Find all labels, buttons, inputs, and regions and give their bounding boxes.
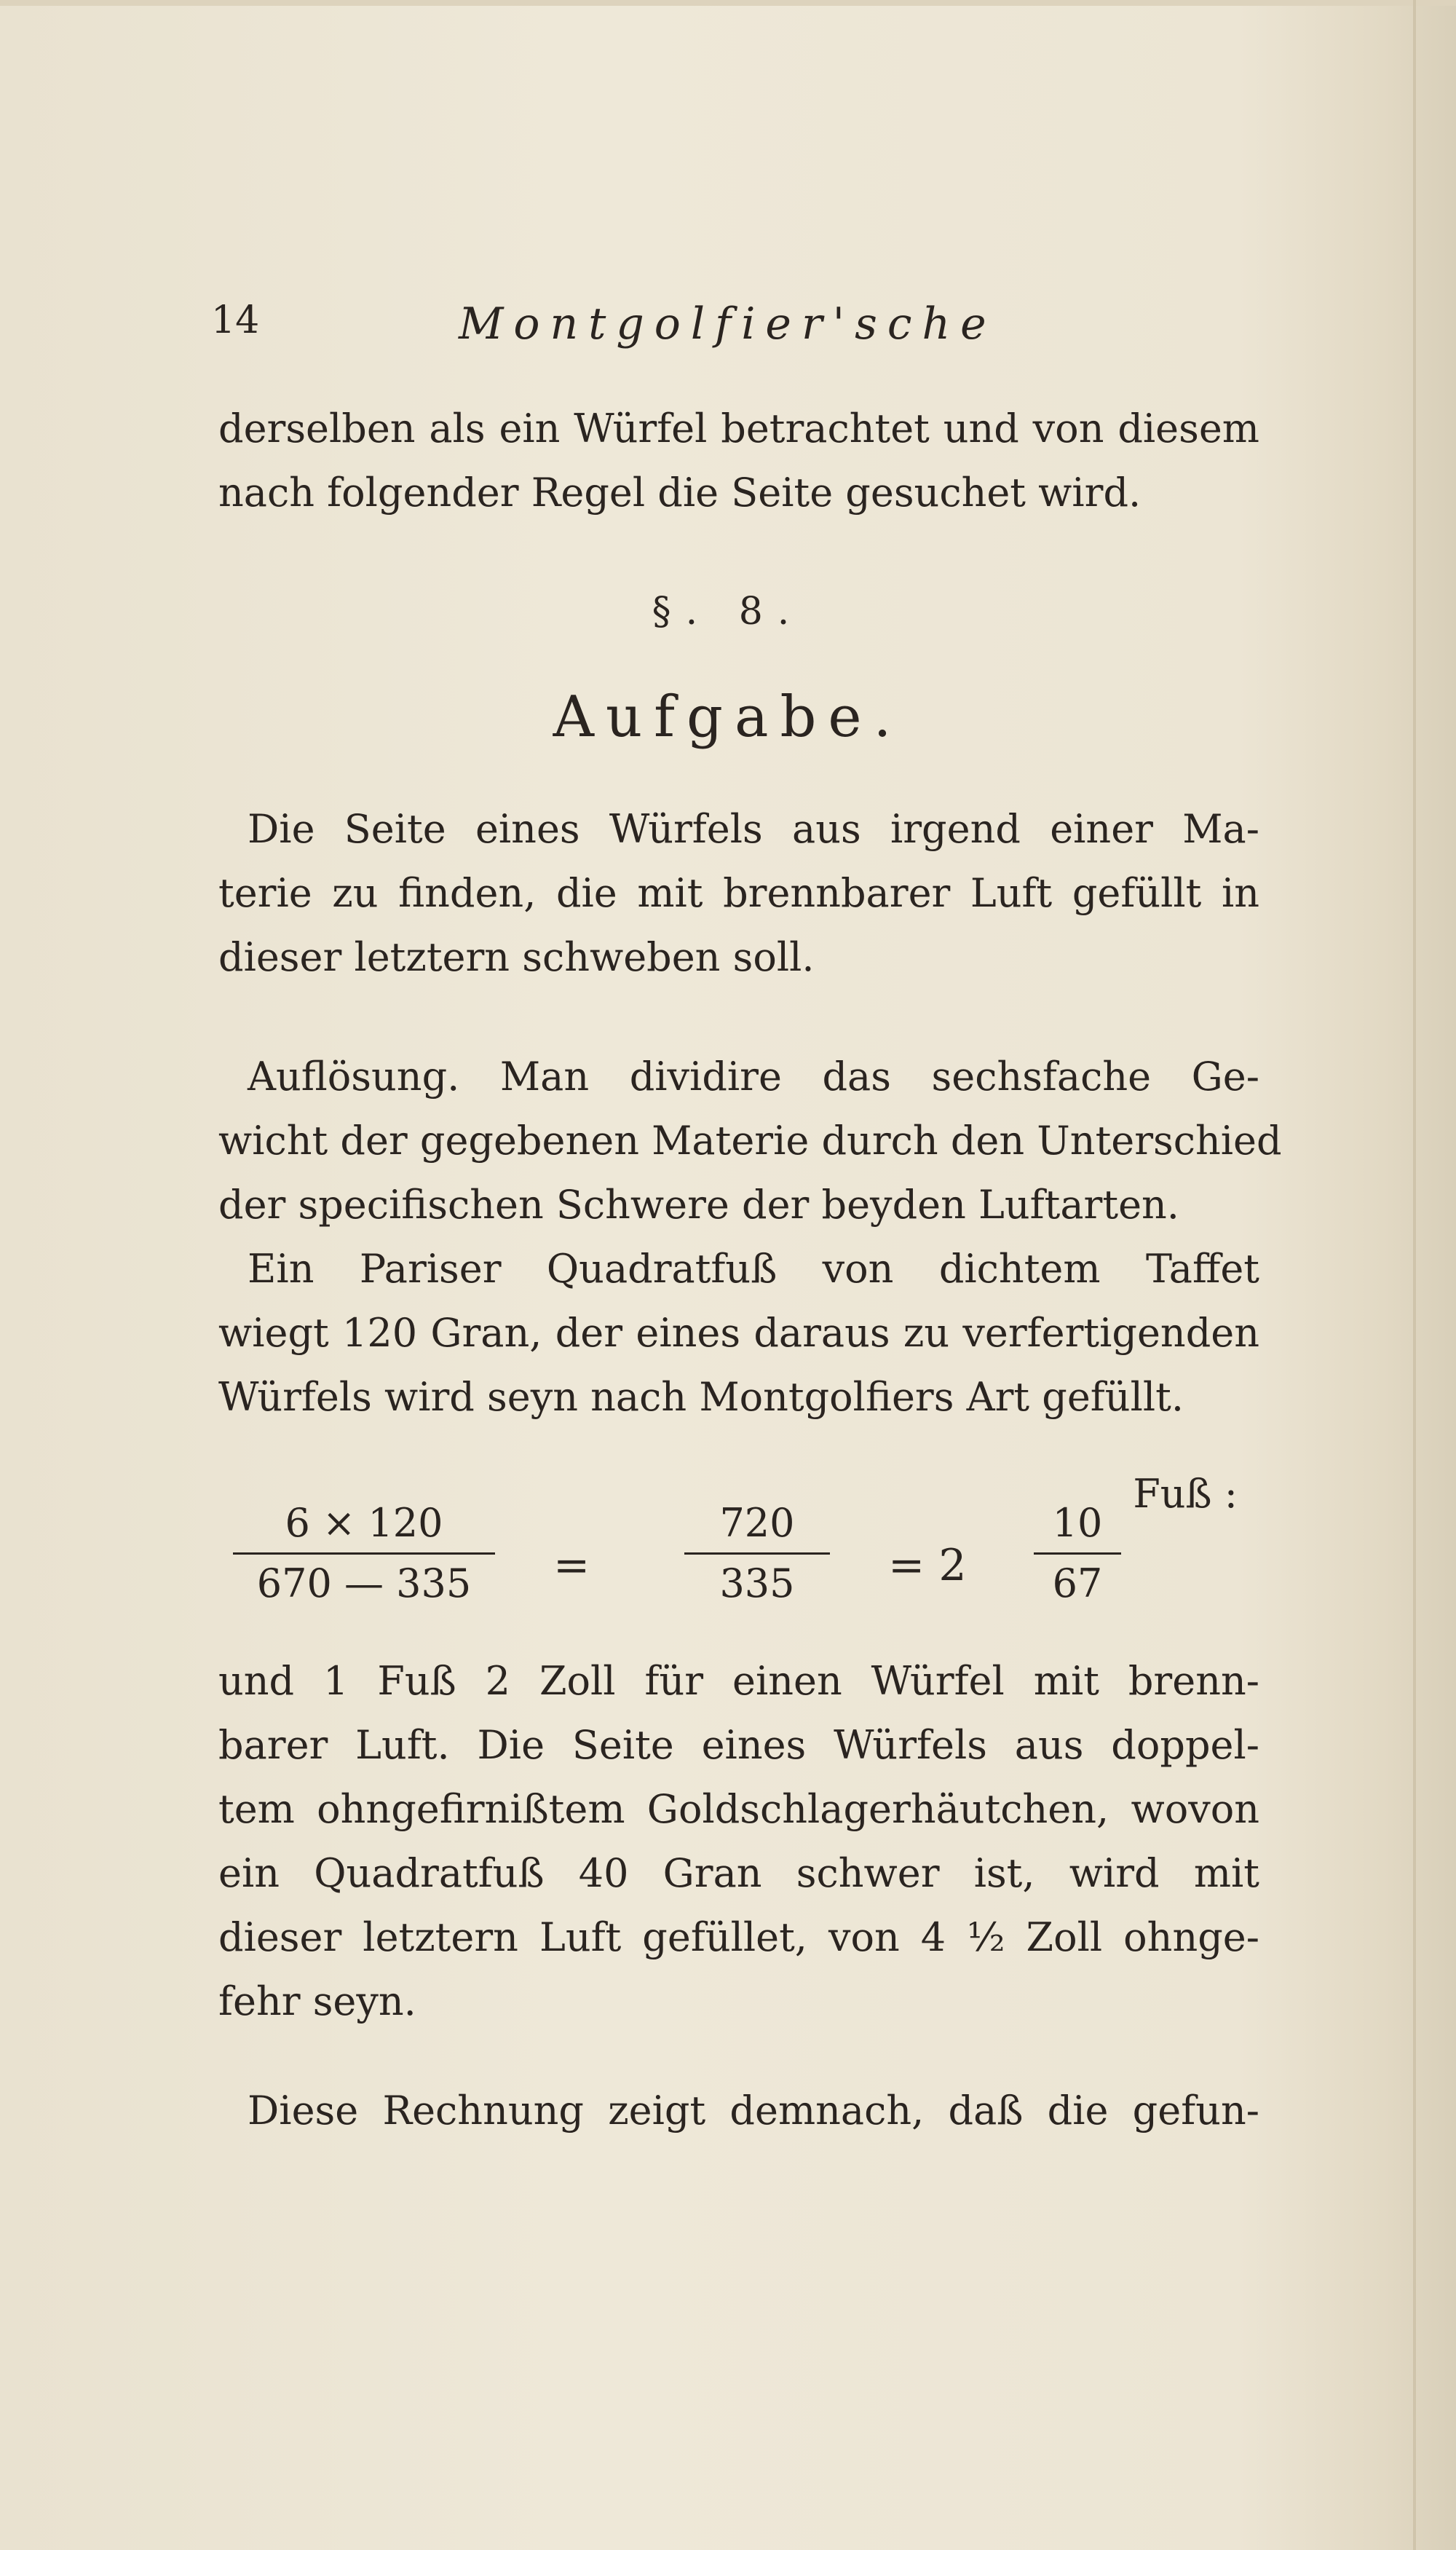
equals-two: = 2	[888, 1540, 967, 1591]
text-line: dieser letztern Luft gefüllet, von 4 ½ Zoll ohnge-	[218, 1914, 1259, 1960]
problem-paragraph	[218, 797, 1259, 990]
text-line: Ein Pariser Quadratfuß von dichtem Taffet	[248, 1246, 1259, 1292]
fraction-bar	[233, 1552, 495, 1555]
unit-label: Fuß :	[1133, 1471, 1238, 1517]
fraction-3	[1034, 1500, 1121, 1607]
text-line: tem ohngefirnißtem Goldschlagerhäutchen, wovon	[218, 1786, 1259, 1832]
fraction-denominator: 335	[719, 1560, 795, 1606]
text-line: Die Seite eines Würfels aus irgend einer Ma-	[248, 806, 1259, 852]
text-line: Würfels wird seyn nach Montgolfiers Art gefüllt.	[218, 1374, 1184, 1420]
fraction-denominator: 67	[1052, 1560, 1103, 1606]
text-line: fehr seyn.	[218, 1978, 416, 2024]
closing-paragraph	[218, 2079, 1259, 2143]
text-line: barer Luft. Die Seite eines Würfels aus doppel-	[218, 1722, 1259, 1768]
text-line: Auflösung. Man dividire das sechsfache Ge-	[248, 1054, 1259, 1100]
fraction-numerator: 6 × 120	[285, 1500, 443, 1546]
fraction-numerator: 720	[719, 1500, 795, 1546]
fraction-bar	[1034, 1552, 1121, 1555]
section-heading: Aufgabe.	[553, 684, 903, 750]
equals-sign: =	[553, 1540, 590, 1591]
fraction-numerator: 10	[1052, 1500, 1103, 1546]
calculation-formula	[233, 1471, 1267, 1638]
fraction-2	[684, 1500, 830, 1607]
text-line: wiegt 120 Gran, der eines daraus zu verfertigenden	[218, 1310, 1259, 1356]
text-line: ein Quadratfuß 40 Gran schwer ist, wird mit	[218, 1850, 1259, 1896]
page-fold-edge	[1413, 0, 1416, 2550]
page-top-edge	[0, 0, 1456, 6]
page-number: 14	[211, 299, 260, 342]
result-paragraph	[218, 1649, 1259, 2034]
paragraph-continuation	[218, 397, 1259, 525]
fraction-denominator: 670 — 335	[256, 1560, 472, 1606]
text-line: und 1 Fuß 2 Zoll für einen Würfel mit brenn-	[218, 1658, 1259, 1704]
text-line: terie zu finden, die mit brennbarer Luft gefüllt in	[218, 870, 1259, 916]
text-line: derselben als ein Würfel betrachtet und von diesem	[218, 406, 1259, 451]
fraction-bar	[684, 1552, 830, 1555]
text-line: Diese Rechnung zeigt demnach, daß die gefun-	[248, 2088, 1259, 2133]
text-line: nach folgender Regel die Seite gesuchet wird.	[218, 470, 1142, 516]
section-number: §. 8.	[652, 590, 804, 633]
fraction-1	[233, 1500, 495, 1607]
text-line: wicht der gegebenen Materie durch den Unterschied	[218, 1118, 1282, 1164]
text-line: dieser letztern schweben soll.	[218, 934, 815, 980]
solution-paragraph	[218, 1045, 1282, 1429]
text-line: der specifischen Schwere der beyden Luftarten.	[218, 1182, 1179, 1228]
running-title: Montgolfier'sche	[459, 299, 997, 350]
page-header	[211, 299, 1259, 364]
